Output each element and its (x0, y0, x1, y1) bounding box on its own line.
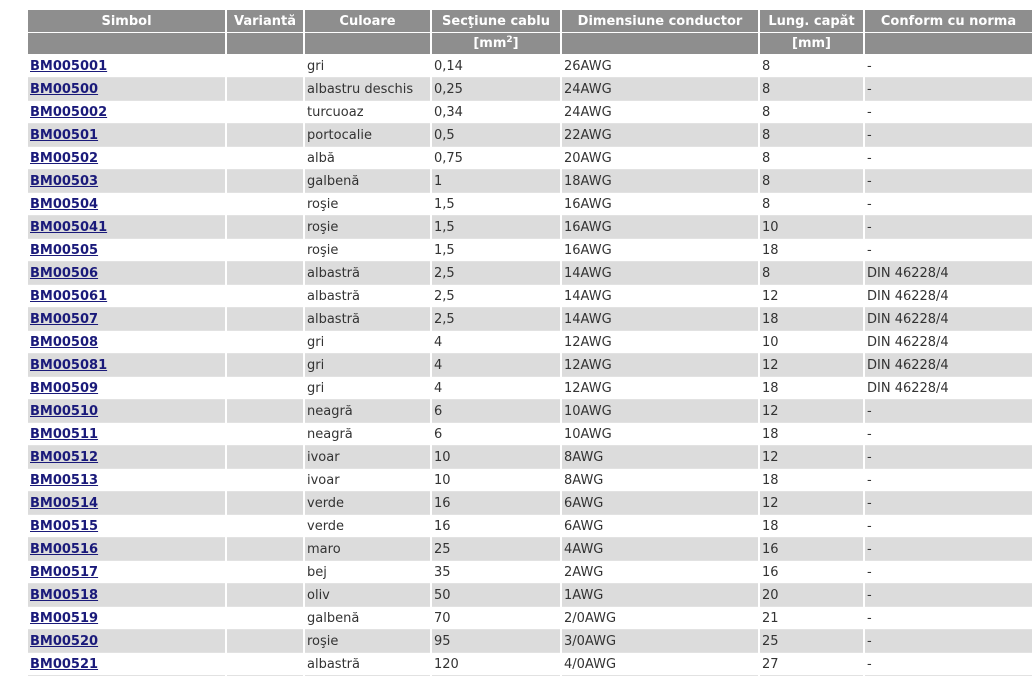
cell-standard: - (865, 101, 1032, 124)
cell-variant (227, 193, 303, 216)
cell-variant (227, 124, 303, 147)
cell-conductor: 2/0AWG (562, 607, 758, 630)
table-row (28, 101, 1032, 124)
cell-section: 2,5 (432, 308, 560, 331)
cell-standard: - (865, 239, 1032, 262)
cell-length: 8 (760, 55, 863, 78)
cell-section: 0,5 (432, 124, 560, 147)
cell-section: 1,5 (432, 216, 560, 239)
cell-section: 50 (432, 584, 560, 607)
cell-variant (227, 262, 303, 285)
cell-variant (227, 607, 303, 630)
cell-standard: - (865, 561, 1032, 584)
header-length: Lung. capăt (760, 10, 863, 33)
cell-length: 16 (760, 538, 863, 561)
cell-standard: - (865, 584, 1032, 607)
cell-variant (227, 308, 303, 331)
symbol-link[interactable]: BM00512 (30, 449, 99, 465)
cell-conductor: 12AWG (562, 354, 758, 377)
cell-length: 18 (760, 239, 863, 262)
cell-variant (227, 216, 303, 239)
cell-variant (227, 584, 303, 607)
cell-length: 20 (760, 584, 863, 607)
cell-section: 0,25 (432, 78, 560, 101)
cell-length: 12 (760, 354, 863, 377)
symbol-link[interactable]: BM00500 (30, 81, 99, 97)
symbol-link[interactable]: BM00507 (30, 311, 99, 327)
cell-symbol (28, 170, 225, 193)
cell-length: 8 (760, 147, 863, 170)
table-row (28, 423, 1032, 446)
cell-section: 1,5 (432, 239, 560, 262)
cell-section: 2,5 (432, 262, 560, 285)
cell-length: 10 (760, 216, 863, 239)
cell-variant (227, 469, 303, 492)
unit-length: [mm] (760, 33, 863, 55)
cell-symbol (28, 239, 225, 262)
cell-standard: - (865, 446, 1032, 469)
cell-standard: - (865, 630, 1032, 653)
cell-length: 12 (760, 285, 863, 308)
cell-conductor: 4AWG (562, 538, 758, 561)
cell-standard: - (865, 170, 1032, 193)
cell-section: 6 (432, 400, 560, 423)
symbol-link[interactable]: BM00517 (30, 564, 99, 580)
cell-section: 25 (432, 538, 560, 561)
cell-color: ivoar (305, 469, 430, 492)
cell-section: 0,75 (432, 147, 560, 170)
cell-symbol (28, 423, 225, 446)
cell-section: 120 (432, 653, 560, 676)
cell-section: 1 (432, 170, 560, 193)
symbol-link[interactable]: BM00520 (30, 633, 99, 649)
cell-section: 2,5 (432, 285, 560, 308)
symbol-link[interactable]: BM005061 (30, 288, 108, 304)
cell-conductor: 3/0AWG (562, 630, 758, 653)
table-row (28, 469, 1032, 492)
cell-conductor: 10AWG (562, 400, 758, 423)
cell-color: ivoar (305, 446, 430, 469)
cell-symbol (28, 101, 225, 124)
cell-length: 8 (760, 124, 863, 147)
cell-variant (227, 331, 303, 354)
cell-color: roşie (305, 239, 430, 262)
cell-color: galbenă (305, 607, 430, 630)
cell-length: 8 (760, 78, 863, 101)
header-conductor: Dimensiune conductor (562, 10, 758, 33)
cell-symbol (28, 630, 225, 653)
cell-symbol (28, 377, 225, 400)
cell-conductor: 20AWG (562, 147, 758, 170)
cell-symbol (28, 584, 225, 607)
cell-standard: DIN 46228/4 (865, 354, 1032, 377)
cell-section: 16 (432, 515, 560, 538)
table-row (28, 124, 1032, 147)
cell-conductor: 12AWG (562, 331, 758, 354)
symbol-link[interactable]: BM00521 (30, 656, 99, 672)
symbol-link[interactable]: BM00502 (30, 150, 99, 166)
cell-section: 10 (432, 469, 560, 492)
cell-standard: - (865, 78, 1032, 101)
cell-variant (227, 492, 303, 515)
cell-variant (227, 400, 303, 423)
cell-standard: - (865, 469, 1032, 492)
symbol-link[interactable]: BM00510 (30, 403, 99, 419)
table-header (28, 10, 1032, 55)
symbol-link[interactable]: BM00518 (30, 587, 99, 603)
table-row (28, 78, 1032, 101)
cell-variant (227, 446, 303, 469)
unit-section-prefix: [mm (473, 36, 507, 51)
cell-length: 12 (760, 492, 863, 515)
cell-section: 0,14 (432, 55, 560, 78)
product-table-container (28, 10, 1028, 676)
cell-variant (227, 239, 303, 262)
cell-variant (227, 653, 303, 676)
cell-symbol (28, 492, 225, 515)
symbol-link[interactable]: BM00501 (30, 127, 99, 143)
symbol-link[interactable]: BM00508 (30, 334, 99, 350)
header-section: Secţiune cablu (432, 10, 560, 33)
cell-length: 21 (760, 607, 863, 630)
cell-conductor: 16AWG (562, 193, 758, 216)
unit-conductor (562, 33, 758, 55)
cell-symbol (28, 262, 225, 285)
cell-standard: - (865, 193, 1032, 216)
table-row (28, 170, 1032, 193)
cell-symbol (28, 124, 225, 147)
table-row (28, 561, 1032, 584)
cell-color: oliv (305, 584, 430, 607)
cell-length: 18 (760, 469, 863, 492)
cell-variant (227, 377, 303, 400)
cell-length: 12 (760, 446, 863, 469)
cell-length: 12 (760, 400, 863, 423)
cell-variant (227, 538, 303, 561)
symbol-link[interactable]: BM00504 (30, 196, 99, 212)
table-row (28, 147, 1032, 170)
cell-variant (227, 515, 303, 538)
cell-conductor: 24AWG (562, 78, 758, 101)
cell-variant (227, 561, 303, 584)
cell-standard: - (865, 423, 1032, 446)
header-symbol: Simbol (28, 10, 225, 33)
cell-color: turcuoaz (305, 101, 430, 124)
cell-conductor: 1AWG (562, 584, 758, 607)
cell-section: 95 (432, 630, 560, 653)
cell-conductor: 24AWG (562, 101, 758, 124)
cell-standard: - (865, 400, 1032, 423)
cell-section: 16 (432, 492, 560, 515)
cell-length: 8 (760, 170, 863, 193)
header-variant: Variantă (227, 10, 303, 33)
cell-conductor: 14AWG (562, 308, 758, 331)
unit-section-sup: 2 (506, 35, 513, 45)
symbol-link[interactable]: BM00509 (30, 380, 99, 396)
cell-section: 70 (432, 607, 560, 630)
cell-symbol (28, 331, 225, 354)
table-row (28, 262, 1032, 285)
symbol-link[interactable]: BM00519 (30, 610, 99, 626)
cell-variant (227, 147, 303, 170)
table-row (28, 653, 1032, 676)
unit-color (305, 33, 430, 55)
cell-conductor: 6AWG (562, 492, 758, 515)
cell-conductor: 22AWG (562, 124, 758, 147)
cell-color: bej (305, 561, 430, 584)
cell-section: 4 (432, 354, 560, 377)
symbol-link[interactable]: BM005002 (30, 104, 108, 120)
symbol-link[interactable]: BM00514 (30, 495, 99, 511)
cell-color: verde (305, 515, 430, 538)
table-row (28, 400, 1032, 423)
cell-standard: - (865, 653, 1032, 676)
unit-symbol (28, 33, 225, 55)
unit-standard (865, 33, 1032, 55)
cell-standard: DIN 46228/4 (865, 285, 1032, 308)
cell-symbol (28, 538, 225, 561)
cell-length: 10 (760, 331, 863, 354)
cell-variant (227, 423, 303, 446)
cell-color: gri (305, 354, 430, 377)
cell-conductor: 14AWG (562, 262, 758, 285)
cell-color: albastră (305, 285, 430, 308)
symbol-link[interactable]: BM00516 (30, 541, 99, 557)
product-table (26, 10, 1033, 676)
cell-color: maro (305, 538, 430, 561)
cell-standard: DIN 46228/4 (865, 308, 1032, 331)
table-row (28, 446, 1032, 469)
cell-section: 35 (432, 561, 560, 584)
cell-conductor: 18AWG (562, 170, 758, 193)
cell-standard: - (865, 147, 1032, 170)
cell-section: 4 (432, 377, 560, 400)
table-body (28, 55, 1032, 676)
cell-conductor: 26AWG (562, 55, 758, 78)
cell-standard: - (865, 216, 1032, 239)
cell-color: gri (305, 55, 430, 78)
cell-length: 8 (760, 193, 863, 216)
symbol-link[interactable]: BM005081 (30, 357, 108, 373)
cell-color: albă (305, 147, 430, 170)
table-row (28, 584, 1032, 607)
symbol-link[interactable]: BM005041 (30, 219, 108, 235)
cell-conductor: 4/0AWG (562, 653, 758, 676)
table-row (28, 515, 1032, 538)
cell-symbol (28, 216, 225, 239)
cell-color: neagră (305, 400, 430, 423)
cell-symbol (28, 469, 225, 492)
cell-variant (227, 101, 303, 124)
cell-symbol (28, 354, 225, 377)
cell-standard: - (865, 124, 1032, 147)
cell-standard: DIN 46228/4 (865, 331, 1032, 354)
cell-standard: - (865, 538, 1032, 561)
cell-section: 0,34 (432, 101, 560, 124)
cell-length: 16 (760, 561, 863, 584)
table-row (28, 193, 1032, 216)
unit-variant (227, 33, 303, 55)
table-row (28, 630, 1032, 653)
cell-color: roşie (305, 216, 430, 239)
cell-length: 27 (760, 653, 863, 676)
table-row (28, 308, 1032, 331)
cell-symbol (28, 285, 225, 308)
table-row (28, 607, 1032, 630)
symbol-link[interactable]: BM005001 (30, 58, 108, 74)
header-color: Culoare (305, 10, 430, 33)
symbol-link[interactable]: BM00505 (30, 242, 99, 258)
cell-length: 8 (760, 262, 863, 285)
cell-color: neagră (305, 423, 430, 446)
symbol-link[interactable]: BM00511 (30, 426, 99, 442)
cell-length: 25 (760, 630, 863, 653)
table-row (28, 239, 1032, 262)
cell-symbol (28, 147, 225, 170)
cell-symbol (28, 78, 225, 101)
unit-section-suffix: ] (512, 36, 519, 51)
cell-color: verde (305, 492, 430, 515)
table-row (28, 55, 1032, 78)
table-row (28, 354, 1032, 377)
cell-length: 8 (760, 101, 863, 124)
cell-color: roşie (305, 193, 430, 216)
cell-symbol (28, 193, 225, 216)
header-standard: Conform cu norma (865, 10, 1032, 33)
cell-color: albastră (305, 262, 430, 285)
cell-conductor: 8AWG (562, 446, 758, 469)
cell-standard: - (865, 55, 1032, 78)
cell-section: 6 (432, 423, 560, 446)
cell-symbol (28, 515, 225, 538)
cell-color: gri (305, 377, 430, 400)
cell-standard: DIN 46228/4 (865, 377, 1032, 400)
unit-section (432, 33, 560, 55)
cell-length: 18 (760, 308, 863, 331)
cell-standard: - (865, 492, 1032, 515)
cell-variant (227, 55, 303, 78)
cell-conductor: 16AWG (562, 239, 758, 262)
cell-section: 10 (432, 446, 560, 469)
cell-color: roşie (305, 630, 430, 653)
cell-section: 4 (432, 331, 560, 354)
symbol-link[interactable]: BM00506 (30, 265, 99, 281)
cell-variant (227, 170, 303, 193)
cell-symbol (28, 400, 225, 423)
symbol-link[interactable]: BM00513 (30, 472, 99, 488)
cell-color: portocalie (305, 124, 430, 147)
cell-symbol (28, 446, 225, 469)
cell-standard: - (865, 607, 1032, 630)
cell-conductor: 16AWG (562, 216, 758, 239)
cell-variant (227, 354, 303, 377)
cell-symbol (28, 55, 225, 78)
cell-standard: DIN 46228/4 (865, 262, 1032, 285)
cell-color: gri (305, 331, 430, 354)
cell-section: 1,5 (432, 193, 560, 216)
cell-conductor: 2AWG (562, 561, 758, 584)
cell-symbol (28, 561, 225, 584)
cell-symbol (28, 607, 225, 630)
cell-symbol (28, 308, 225, 331)
cell-color: galbenă (305, 170, 430, 193)
symbol-link[interactable]: BM00503 (30, 173, 99, 189)
cell-color: albastru deschis (305, 78, 430, 101)
cell-conductor: 12AWG (562, 377, 758, 400)
table-row (28, 538, 1032, 561)
table-row (28, 377, 1032, 400)
cell-conductor: 6AWG (562, 515, 758, 538)
cell-variant (227, 630, 303, 653)
cell-conductor: 14AWG (562, 285, 758, 308)
cell-length: 18 (760, 515, 863, 538)
cell-length: 18 (760, 377, 863, 400)
cell-conductor: 8AWG (562, 469, 758, 492)
cell-color: albastră (305, 653, 430, 676)
cell-variant (227, 285, 303, 308)
cell-color: albastră (305, 308, 430, 331)
cell-conductor: 10AWG (562, 423, 758, 446)
table-row (28, 216, 1032, 239)
table-row (28, 492, 1032, 515)
cell-variant (227, 78, 303, 101)
table-row (28, 331, 1032, 354)
table-row (28, 285, 1032, 308)
cell-length: 18 (760, 423, 863, 446)
cell-symbol (28, 653, 225, 676)
cell-standard: - (865, 515, 1032, 538)
symbol-link[interactable]: BM00515 (30, 518, 99, 534)
